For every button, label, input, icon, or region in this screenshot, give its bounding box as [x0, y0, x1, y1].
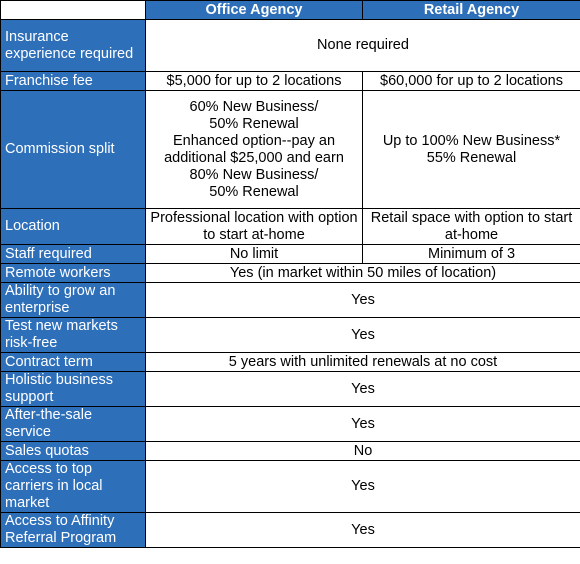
- row-label: Test new markets risk-free: [1, 318, 146, 353]
- office-commission-line: 50% Renewal: [209, 115, 299, 132]
- row-value: 5 years with unlimited renewals at no cost: [146, 353, 580, 372]
- row-after-sale-service: [1, 407, 580, 442]
- column-header-retail-agency: Retail Agency: [363, 1, 580, 20]
- row-holistic-support: [1, 372, 580, 407]
- row-label: Insurance experience required: [1, 20, 146, 72]
- office-commission-line: 60% New Business/: [189, 98, 319, 115]
- row-label: Sales quotas: [1, 442, 146, 461]
- office-commission-line: 80% New Business/: [189, 166, 319, 183]
- row-label: Access to top carriers in local market: [1, 461, 146, 513]
- row-label: Contract term: [1, 353, 146, 372]
- row-test-markets: [1, 318, 580, 353]
- row-commission-split: [1, 91, 580, 209]
- row-top-carriers: [1, 461, 580, 513]
- retail-value: [363, 91, 580, 209]
- row-staff-required: [1, 245, 580, 264]
- row-location: [1, 209, 580, 245]
- row-label: Access to Affinity Referral Program: [1, 513, 146, 548]
- retail-commission-line: 55% Renewal: [426, 149, 517, 166]
- row-value: No: [146, 442, 580, 461]
- row-label: Holistic business support: [1, 372, 146, 407]
- row-label: Commission split: [1, 91, 146, 209]
- office-value: Professional location with option to start at-home: [146, 209, 363, 245]
- row-label: Franchise fee: [1, 72, 146, 91]
- row-insurance-experience: [1, 20, 580, 72]
- header-row: [1, 1, 580, 20]
- row-label: After-the-sale service: [1, 407, 146, 442]
- row-label: Remote workers: [1, 264, 146, 283]
- row-value: Yes: [146, 372, 580, 407]
- row-value: Yes: [146, 461, 580, 513]
- retail-value: $60,000 for up to 2 locations: [363, 72, 580, 91]
- corner-cell: [1, 1, 146, 20]
- row-value: Yes: [146, 407, 580, 442]
- retail-value: Retail space with option to start at-home: [363, 209, 580, 245]
- office-commission-line: 50% Renewal: [209, 183, 299, 200]
- row-label: Location: [1, 209, 146, 245]
- row-contract-term: [1, 353, 580, 372]
- office-value: [146, 91, 363, 209]
- row-grow-enterprise: [1, 283, 580, 318]
- row-affinity-referral: [1, 513, 580, 548]
- row-label: Ability to grow an enterprise: [1, 283, 146, 318]
- row-sales-quotas: [1, 442, 580, 461]
- retail-value: Minimum of 3: [363, 245, 580, 264]
- row-remote-workers: [1, 264, 580, 283]
- row-value: Yes: [146, 513, 580, 548]
- row-value: Yes (in market within 50 miles of location): [146, 264, 580, 283]
- office-value: $5,000 for up to 2 locations: [146, 72, 363, 91]
- row-value: Yes: [146, 318, 580, 353]
- column-header-office-agency: Office Agency: [146, 1, 363, 20]
- retail-commission-line: Up to 100% New Business*: [382, 132, 561, 149]
- office-commission-line: Enhanced option--pay an additional $25,000 and earn: [164, 132, 344, 166]
- row-franchise-fee: [1, 72, 580, 91]
- office-value: No limit: [146, 245, 363, 264]
- row-value: None required: [146, 20, 580, 72]
- row-value: Yes: [146, 283, 580, 318]
- row-label: Staff required: [1, 245, 146, 264]
